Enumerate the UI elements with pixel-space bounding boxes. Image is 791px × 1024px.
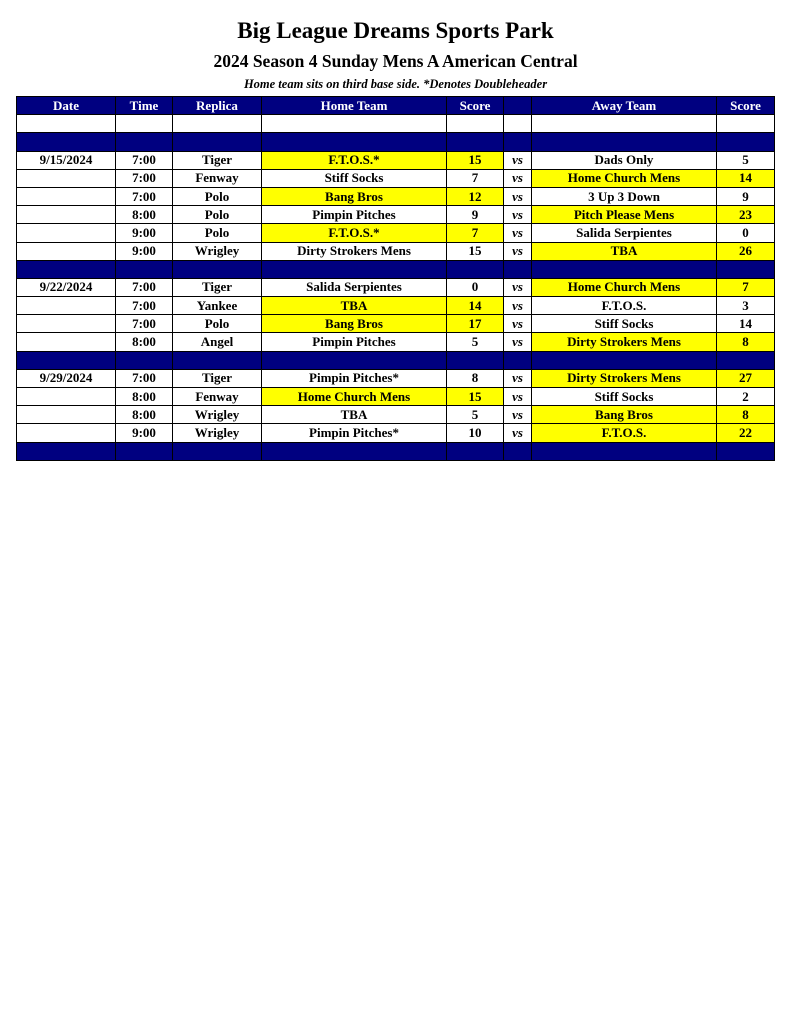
separator-cell <box>173 351 262 369</box>
blank-cell <box>116 115 173 133</box>
game-row <box>17 369 775 387</box>
game-row <box>17 187 775 205</box>
separator-cell <box>173 260 262 278</box>
vs-cell: vs <box>504 333 532 351</box>
separator-cell <box>17 260 116 278</box>
schedule-body <box>17 115 775 461</box>
date-cell: 9/15/2024 <box>17 151 116 169</box>
separator-row <box>17 442 775 460</box>
time-cell: 8:00 <box>116 388 173 406</box>
separator-cell <box>717 133 775 151</box>
separator-cell <box>504 260 532 278</box>
separator-cell <box>532 351 717 369</box>
header-time: Time <box>116 97 173 115</box>
home-score-cell: 9 <box>447 206 504 224</box>
away-team-cell: Stiff Socks <box>532 388 717 406</box>
away-team-cell: Stiff Socks <box>532 315 717 333</box>
schedule-note: Home team sits on third base side. *Denotes Doubleheader <box>243 77 548 91</box>
home-team-cell: Home Church Mens <box>262 388 447 406</box>
game-row <box>17 297 775 315</box>
separator-cell <box>262 260 447 278</box>
home-team-cell: Bang Bros <box>262 315 447 333</box>
separator-cell <box>173 133 262 151</box>
home-score-cell: 17 <box>447 315 504 333</box>
vs-cell: vs <box>504 388 532 406</box>
vs-cell: vs <box>504 315 532 333</box>
replica-cell: Polo <box>173 315 262 333</box>
home-score-cell: 5 <box>447 333 504 351</box>
away-score-cell: 8 <box>717 333 775 351</box>
time-cell: 8:00 <box>116 206 173 224</box>
blank-cell <box>447 115 504 133</box>
time-cell: 7:00 <box>116 187 173 205</box>
away-team-cell: Home Church Mens <box>532 278 717 296</box>
game-row <box>17 206 775 224</box>
blank-cell <box>717 115 775 133</box>
separator-row <box>17 260 775 278</box>
home-score-cell: 8 <box>447 369 504 387</box>
game-row <box>17 242 775 260</box>
date-cell <box>17 187 116 205</box>
date-cell: 9/22/2024 <box>17 278 116 296</box>
away-team-cell: 3 Up 3 Down <box>532 187 717 205</box>
separator-cell <box>116 260 173 278</box>
time-cell: 9:00 <box>116 242 173 260</box>
separator-cell <box>447 442 504 460</box>
separator-cell <box>262 133 447 151</box>
header-replica: Replica <box>173 97 262 115</box>
home-team-cell: Pimpin Pitches* <box>262 424 447 442</box>
replica-cell: Polo <box>173 187 262 205</box>
away-score-cell: 9 <box>717 187 775 205</box>
separator-row <box>17 351 775 369</box>
away-score-cell: 0 <box>717 224 775 242</box>
home-score-cell: 7 <box>447 224 504 242</box>
replica-cell: Tiger <box>173 278 262 296</box>
game-row <box>17 424 775 442</box>
home-score-cell: 7 <box>447 169 504 187</box>
away-score-cell: 14 <box>717 169 775 187</box>
vs-cell: vs <box>504 424 532 442</box>
replica-cell: Polo <box>173 224 262 242</box>
vs-cell: vs <box>504 369 532 387</box>
time-cell: 7:00 <box>116 315 173 333</box>
separator-cell <box>504 442 532 460</box>
separator-cell <box>717 442 775 460</box>
home-score-cell: 12 <box>447 187 504 205</box>
header-home-team: Home Team <box>262 97 447 115</box>
game-row <box>17 169 775 187</box>
separator-cell <box>504 133 532 151</box>
away-team-cell: Dirty Strokers Mens <box>532 369 717 387</box>
home-score-cell: 15 <box>447 388 504 406</box>
home-team-cell: TBA <box>262 297 447 315</box>
blank-cell <box>504 115 532 133</box>
away-team-cell: Home Church Mens <box>532 169 717 187</box>
away-score-cell: 7 <box>717 278 775 296</box>
separator-cell <box>532 260 717 278</box>
header-date: Date <box>17 97 116 115</box>
replica-cell: Tiger <box>173 151 262 169</box>
date-cell: 9/29/2024 <box>17 369 116 387</box>
page-subtitle: 2024 Season 4 Sunday Mens A American Central <box>213 51 578 71</box>
away-score-cell: 3 <box>717 297 775 315</box>
separator-cell <box>717 260 775 278</box>
date-cell <box>17 388 116 406</box>
home-team-cell: Pimpin Pitches <box>262 206 447 224</box>
home-score-cell: 0 <box>447 278 504 296</box>
replica-cell: Tiger <box>173 369 262 387</box>
date-cell <box>17 169 116 187</box>
date-cell <box>17 424 116 442</box>
away-score-cell: 23 <box>717 206 775 224</box>
page-title: Big League Dreams Sports Park <box>237 18 554 43</box>
replica-cell: Fenway <box>173 169 262 187</box>
date-cell <box>17 242 116 260</box>
away-score-cell: 27 <box>717 369 775 387</box>
separator-cell <box>262 442 447 460</box>
separator-cell <box>447 133 504 151</box>
time-cell: 9:00 <box>116 224 173 242</box>
vs-cell: vs <box>504 278 532 296</box>
vs-cell: vs <box>504 406 532 424</box>
away-team-cell: Salida Serpientes <box>532 224 717 242</box>
separator-cell <box>262 351 447 369</box>
away-team-cell: Bang Bros <box>532 406 717 424</box>
vs-cell: vs <box>504 151 532 169</box>
separator-cell <box>17 133 116 151</box>
separator-cell <box>717 351 775 369</box>
time-cell: 8:00 <box>116 406 173 424</box>
away-team-cell: F.T.O.S. <box>532 297 717 315</box>
header-away-score: Score <box>717 97 775 115</box>
separator-cell <box>532 133 717 151</box>
separator-cell <box>17 351 116 369</box>
time-cell: 7:00 <box>116 151 173 169</box>
game-row <box>17 388 775 406</box>
time-cell: 9:00 <box>116 424 173 442</box>
home-team-cell: TBA <box>262 406 447 424</box>
away-score-cell: 14 <box>717 315 775 333</box>
home-team-cell: Pimpin Pitches* <box>262 369 447 387</box>
separator-cell <box>116 442 173 460</box>
separator-row <box>17 133 775 151</box>
vs-cell: vs <box>504 206 532 224</box>
date-cell <box>17 206 116 224</box>
away-team-cell: Pitch Please Mens <box>532 206 717 224</box>
home-team-cell: Dirty Strokers Mens <box>262 242 447 260</box>
vs-cell: vs <box>504 297 532 315</box>
away-score-cell: 26 <box>717 242 775 260</box>
time-cell: 8:00 <box>116 333 173 351</box>
vs-cell: vs <box>504 224 532 242</box>
time-cell: 7:00 <box>116 369 173 387</box>
schedule-table <box>16 96 775 461</box>
separator-cell <box>504 351 532 369</box>
game-row <box>17 315 775 333</box>
date-cell <box>17 406 116 424</box>
home-score-cell: 15 <box>447 151 504 169</box>
away-team-cell: Dirty Strokers Mens <box>532 333 717 351</box>
game-row <box>17 151 775 169</box>
away-team-cell: F.T.O.S. <box>532 424 717 442</box>
header-vs <box>504 97 532 115</box>
vs-cell: vs <box>504 242 532 260</box>
away-score-cell: 2 <box>717 388 775 406</box>
replica-cell: Fenway <box>173 388 262 406</box>
home-team-cell: Stiff Socks <box>262 169 447 187</box>
vs-cell: vs <box>504 187 532 205</box>
home-score-cell: 10 <box>447 424 504 442</box>
blank-cell <box>532 115 717 133</box>
date-cell <box>17 297 116 315</box>
header-home-score: Score <box>447 97 504 115</box>
game-row <box>17 333 775 351</box>
header-row <box>17 97 775 115</box>
home-score-cell: 5 <box>447 406 504 424</box>
header-away-team: Away Team <box>532 97 717 115</box>
vs-cell: vs <box>504 169 532 187</box>
separator-cell <box>447 260 504 278</box>
blank-cell <box>262 115 447 133</box>
game-row <box>17 278 775 296</box>
separator-cell <box>447 351 504 369</box>
home-team-cell: Salida Serpientes <box>262 278 447 296</box>
away-score-cell: 22 <box>717 424 775 442</box>
replica-cell: Polo <box>173 206 262 224</box>
away-score-cell: 8 <box>717 406 775 424</box>
replica-cell: Wrigley <box>173 424 262 442</box>
date-cell <box>17 333 116 351</box>
blank-cell <box>17 115 116 133</box>
separator-cell <box>173 442 262 460</box>
separator-cell <box>116 351 173 369</box>
date-cell <box>17 224 116 242</box>
blank-row <box>17 115 775 133</box>
blank-cell <box>173 115 262 133</box>
away-team-cell: TBA <box>532 242 717 260</box>
away-score-cell: 5 <box>717 151 775 169</box>
time-cell: 7:00 <box>116 297 173 315</box>
separator-cell <box>116 133 173 151</box>
separator-cell <box>17 442 116 460</box>
game-row <box>17 224 775 242</box>
home-team-cell: Pimpin Pitches <box>262 333 447 351</box>
time-cell: 7:00 <box>116 278 173 296</box>
replica-cell: Wrigley <box>173 242 262 260</box>
game-row <box>17 406 775 424</box>
time-cell: 7:00 <box>116 169 173 187</box>
home-team-cell: F.T.O.S.* <box>262 224 447 242</box>
away-team-cell: Dads Only <box>532 151 717 169</box>
replica-cell: Yankee <box>173 297 262 315</box>
home-team-cell: Bang Bros <box>262 187 447 205</box>
replica-cell: Wrigley <box>173 406 262 424</box>
home-team-cell: F.T.O.S.* <box>262 151 447 169</box>
replica-cell: Angel <box>173 333 262 351</box>
date-cell <box>17 315 116 333</box>
separator-cell <box>532 442 717 460</box>
home-score-cell: 14 <box>447 297 504 315</box>
home-score-cell: 15 <box>447 242 504 260</box>
